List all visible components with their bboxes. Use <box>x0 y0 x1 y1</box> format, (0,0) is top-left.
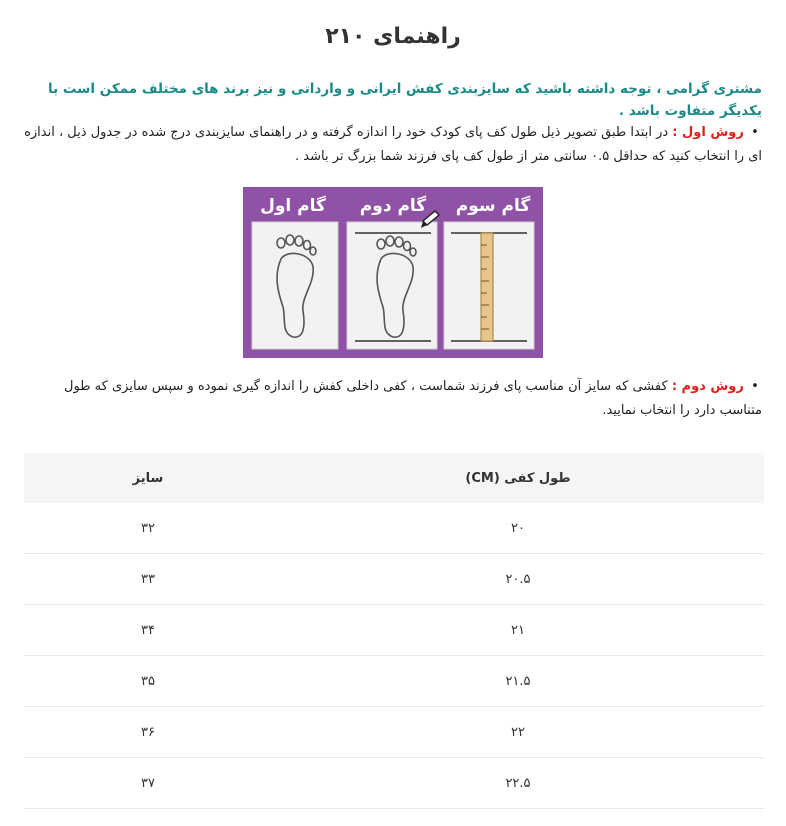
cell-length: ۲۰ <box>272 503 764 554</box>
cell-length: ۲۱ <box>272 605 764 656</box>
size-table <box>24 453 764 809</box>
header-length: طول کفی (CM) <box>272 453 764 503</box>
table-row <box>24 554 764 605</box>
bullet-icon: • <box>751 379 759 394</box>
intro-note: مشتری گرامی ، توجه داشته باشید که سایزبندی کفش ایرانی و وارداتی و نیز برند های مختلف ممکن است با یکدیگر متفاوت باشد . <box>48 81 762 119</box>
step-two-panel <box>347 211 439 349</box>
step-two-label: گام دوم <box>359 196 427 216</box>
method-one <box>22 121 762 169</box>
cell-size: ۳۵ <box>24 656 272 707</box>
cell-size: ۳۴ <box>24 605 272 656</box>
method-one-text: در ابتدا طبق تصویر ذیل طول کف پای کودک خود را اندازه گرفته و در راهنمای سایزبندی درج شده در جدول ذیل ، اندازه ای را انتخاب کنید که حداقل ۰.۵ سانتی متر از طول کف پای فرزند شما بزرگ تر باشد . <box>24 125 762 164</box>
cell-length: ۲۲.۵ <box>272 758 764 809</box>
ruler-icon <box>481 233 493 341</box>
table-row <box>24 758 764 809</box>
method-two-text: کفشی که سایز آن مناسب پای فرزند شماست ، کفی داخلی کفش را اندازه گیری نموده و سپس سایزی که طول متناسب دارد را انتخاب نمایید. <box>64 379 762 418</box>
table-header-row <box>24 453 764 503</box>
method-two-label: روش دوم : <box>671 379 744 394</box>
step-three-label: گام سوم <box>455 196 531 216</box>
cell-length: ۲۰.۵ <box>272 554 764 605</box>
table-row <box>24 503 764 554</box>
cell-size: ۳۲ <box>24 503 272 554</box>
page-title: راهنمای ۲۱۰ <box>325 24 461 49</box>
foot-measure-illustration <box>243 187 543 358</box>
table-row <box>24 707 764 758</box>
cell-size: ۳۶ <box>24 707 272 758</box>
cell-size: ۳۷ <box>24 758 272 809</box>
step-three-panel <box>444 222 534 349</box>
cell-length: ۲۲ <box>272 707 764 758</box>
header-size: سایز <box>24 453 272 503</box>
step-one-label: گام اول <box>260 196 326 216</box>
method-one-label: روش اول : <box>672 125 744 140</box>
bullet-icon: • <box>751 125 759 140</box>
step-one-panel <box>252 222 338 349</box>
method-two <box>22 375 762 423</box>
cell-length: ۲۱.۵ <box>272 656 764 707</box>
table-row <box>24 605 764 656</box>
table-row <box>24 656 764 707</box>
cell-size: ۳۳ <box>24 554 272 605</box>
